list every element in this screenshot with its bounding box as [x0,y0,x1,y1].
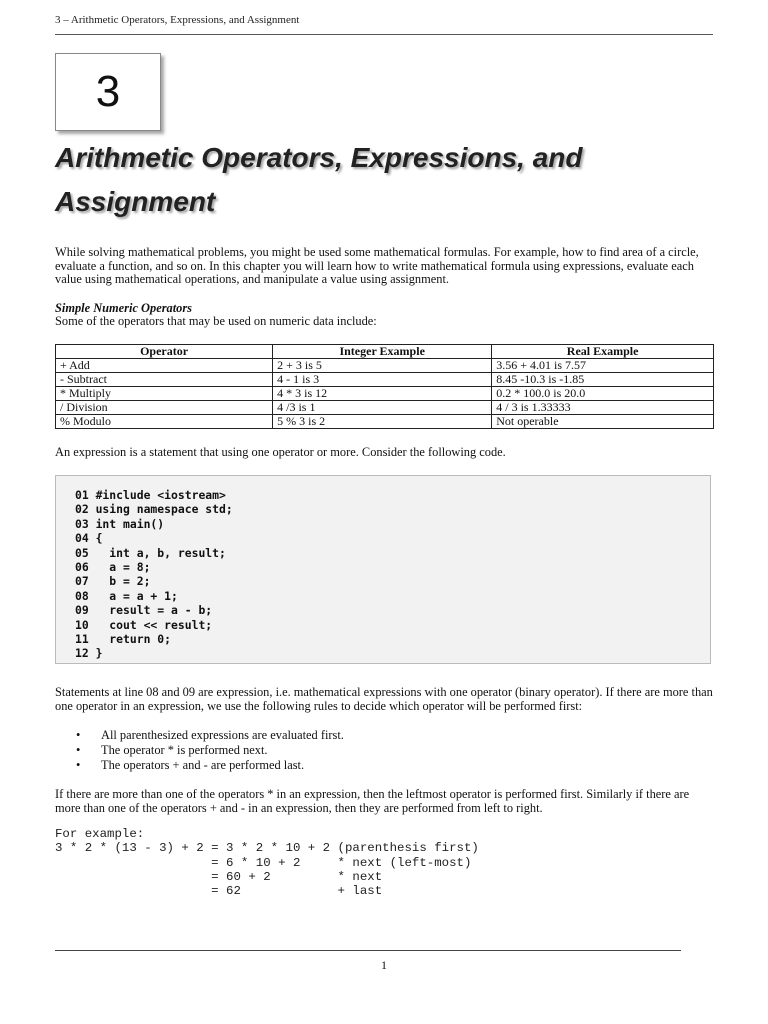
code-line: 05 int a, b, result; [75,545,226,560]
table-header-integer-example: Integer Example [273,345,492,359]
table-cell: % Modulo [56,415,273,429]
code-line: 02 using namespace std; [75,502,233,517]
page-number: 1 [381,958,387,972]
chapter-title: Arithmetic Operators, Expressions, and Assignment [55,142,583,217]
operators-table [55,344,714,429]
example-line: 3 * 2 * (13 - 3) + 2 = 3 * 2 * 10 + 2 (parenthesis first) [55,841,479,856]
table-cell: 4 * 3 is 12 [273,387,492,401]
list-item: • All parenthesized expressions are evaluated first. [55,728,344,743]
table-cell: 2 + 3 is 5 [273,359,492,373]
table-row [56,373,714,387]
code-line: 03 int main() [75,516,165,531]
example-line: For example: [55,827,145,841]
table-cell: Not operable [492,415,714,429]
table-row [56,415,714,429]
table-cell: - Subtract [56,373,273,387]
code-line: 01 #include <iostream> [75,488,226,502]
footer-rule [55,950,681,951]
code-line: 09 result = a - b; [75,603,213,618]
table-cell: 8.45 -10.3 is -1.85 [492,373,714,387]
code-line: 04 { [75,531,103,546]
expression-paragraph: An expression is a statement that using one operator or more. Consider the following code. [55,445,506,459]
table-cell: 3.56 + 4.01 is 7.57 [492,359,714,373]
code-line: 12 } [75,646,103,661]
table-cell: / Division [56,401,273,415]
table-header-real-example: Real Example [492,345,714,359]
code-lines [75,488,233,661]
section-heading: Simple Numeric Operators [55,301,192,315]
section-intro: Some of the operators that may be used on numeric data include: [55,314,377,328]
precedence-rules-list [55,728,344,773]
table-cell: 4 - 1 is 3 [273,373,492,387]
code-line: 06 a = 8; [75,560,151,575]
intro-paragraph: While solving mathematical problems, you might be used some mathematical formulas. For example, how to find area of a circle, evaluate a function, and so on. In this chapter you will learn how to write mathematical formula using expressions, evaluate each value using mathematical operations, and manipulate a value using assignment. [55,245,699,286]
example-line: = 6 * 10 + 2 * next (left-most) [55,855,472,870]
code-line: 07 b = 2; [75,574,151,589]
table-cell: 0.2 * 100.0 is 20.0 [492,387,714,401]
code-line: 11 return 0; [75,632,172,647]
code-line: 08 a = a + 1; [75,588,178,603]
chapter-number-box: 3 [55,53,161,131]
list-item: • The operators + and - are performed last. [55,758,344,773]
running-head: 3 – Arithmetic Operators, Expressions, and Assignment [55,14,300,26]
code-listing [55,475,711,664]
table-header-row [56,345,714,359]
header-rule [55,34,713,35]
table-cell: * Multiply [56,387,273,401]
evaluation-example [55,827,479,898]
leftmost-paragraph: If there are more than one of the operators * in an expression, then the leftmost operator is performed first. Similarly if there are more than one of the operators + and - in an expression, then they are performed from left to right. [55,787,690,815]
table-row [56,401,714,415]
table-cell: 5 % 3 is 2 [273,415,492,429]
table-cell: + Add [56,359,273,373]
code-line: 10 cout << result; [75,617,213,632]
table-row [56,359,714,373]
table-cell: 4 /3 is 1 [273,401,492,415]
table-row [56,387,714,401]
list-item: • The operator * is performed next. [55,743,344,758]
table-header-operator: Operator [56,345,273,359]
statements-paragraph: Statements at line 08 and 09 are expression, i.e. mathematical expressions with one operator (binary operator). If there are more than one operator in an expression, we use the following rules to decide which operator will be performed first: [55,685,713,713]
table-cell: 4 / 3 is 1.33333 [492,401,714,415]
example-line: = 62 + last [55,884,383,899]
example-line: = 60 + 2 * next [55,869,383,884]
